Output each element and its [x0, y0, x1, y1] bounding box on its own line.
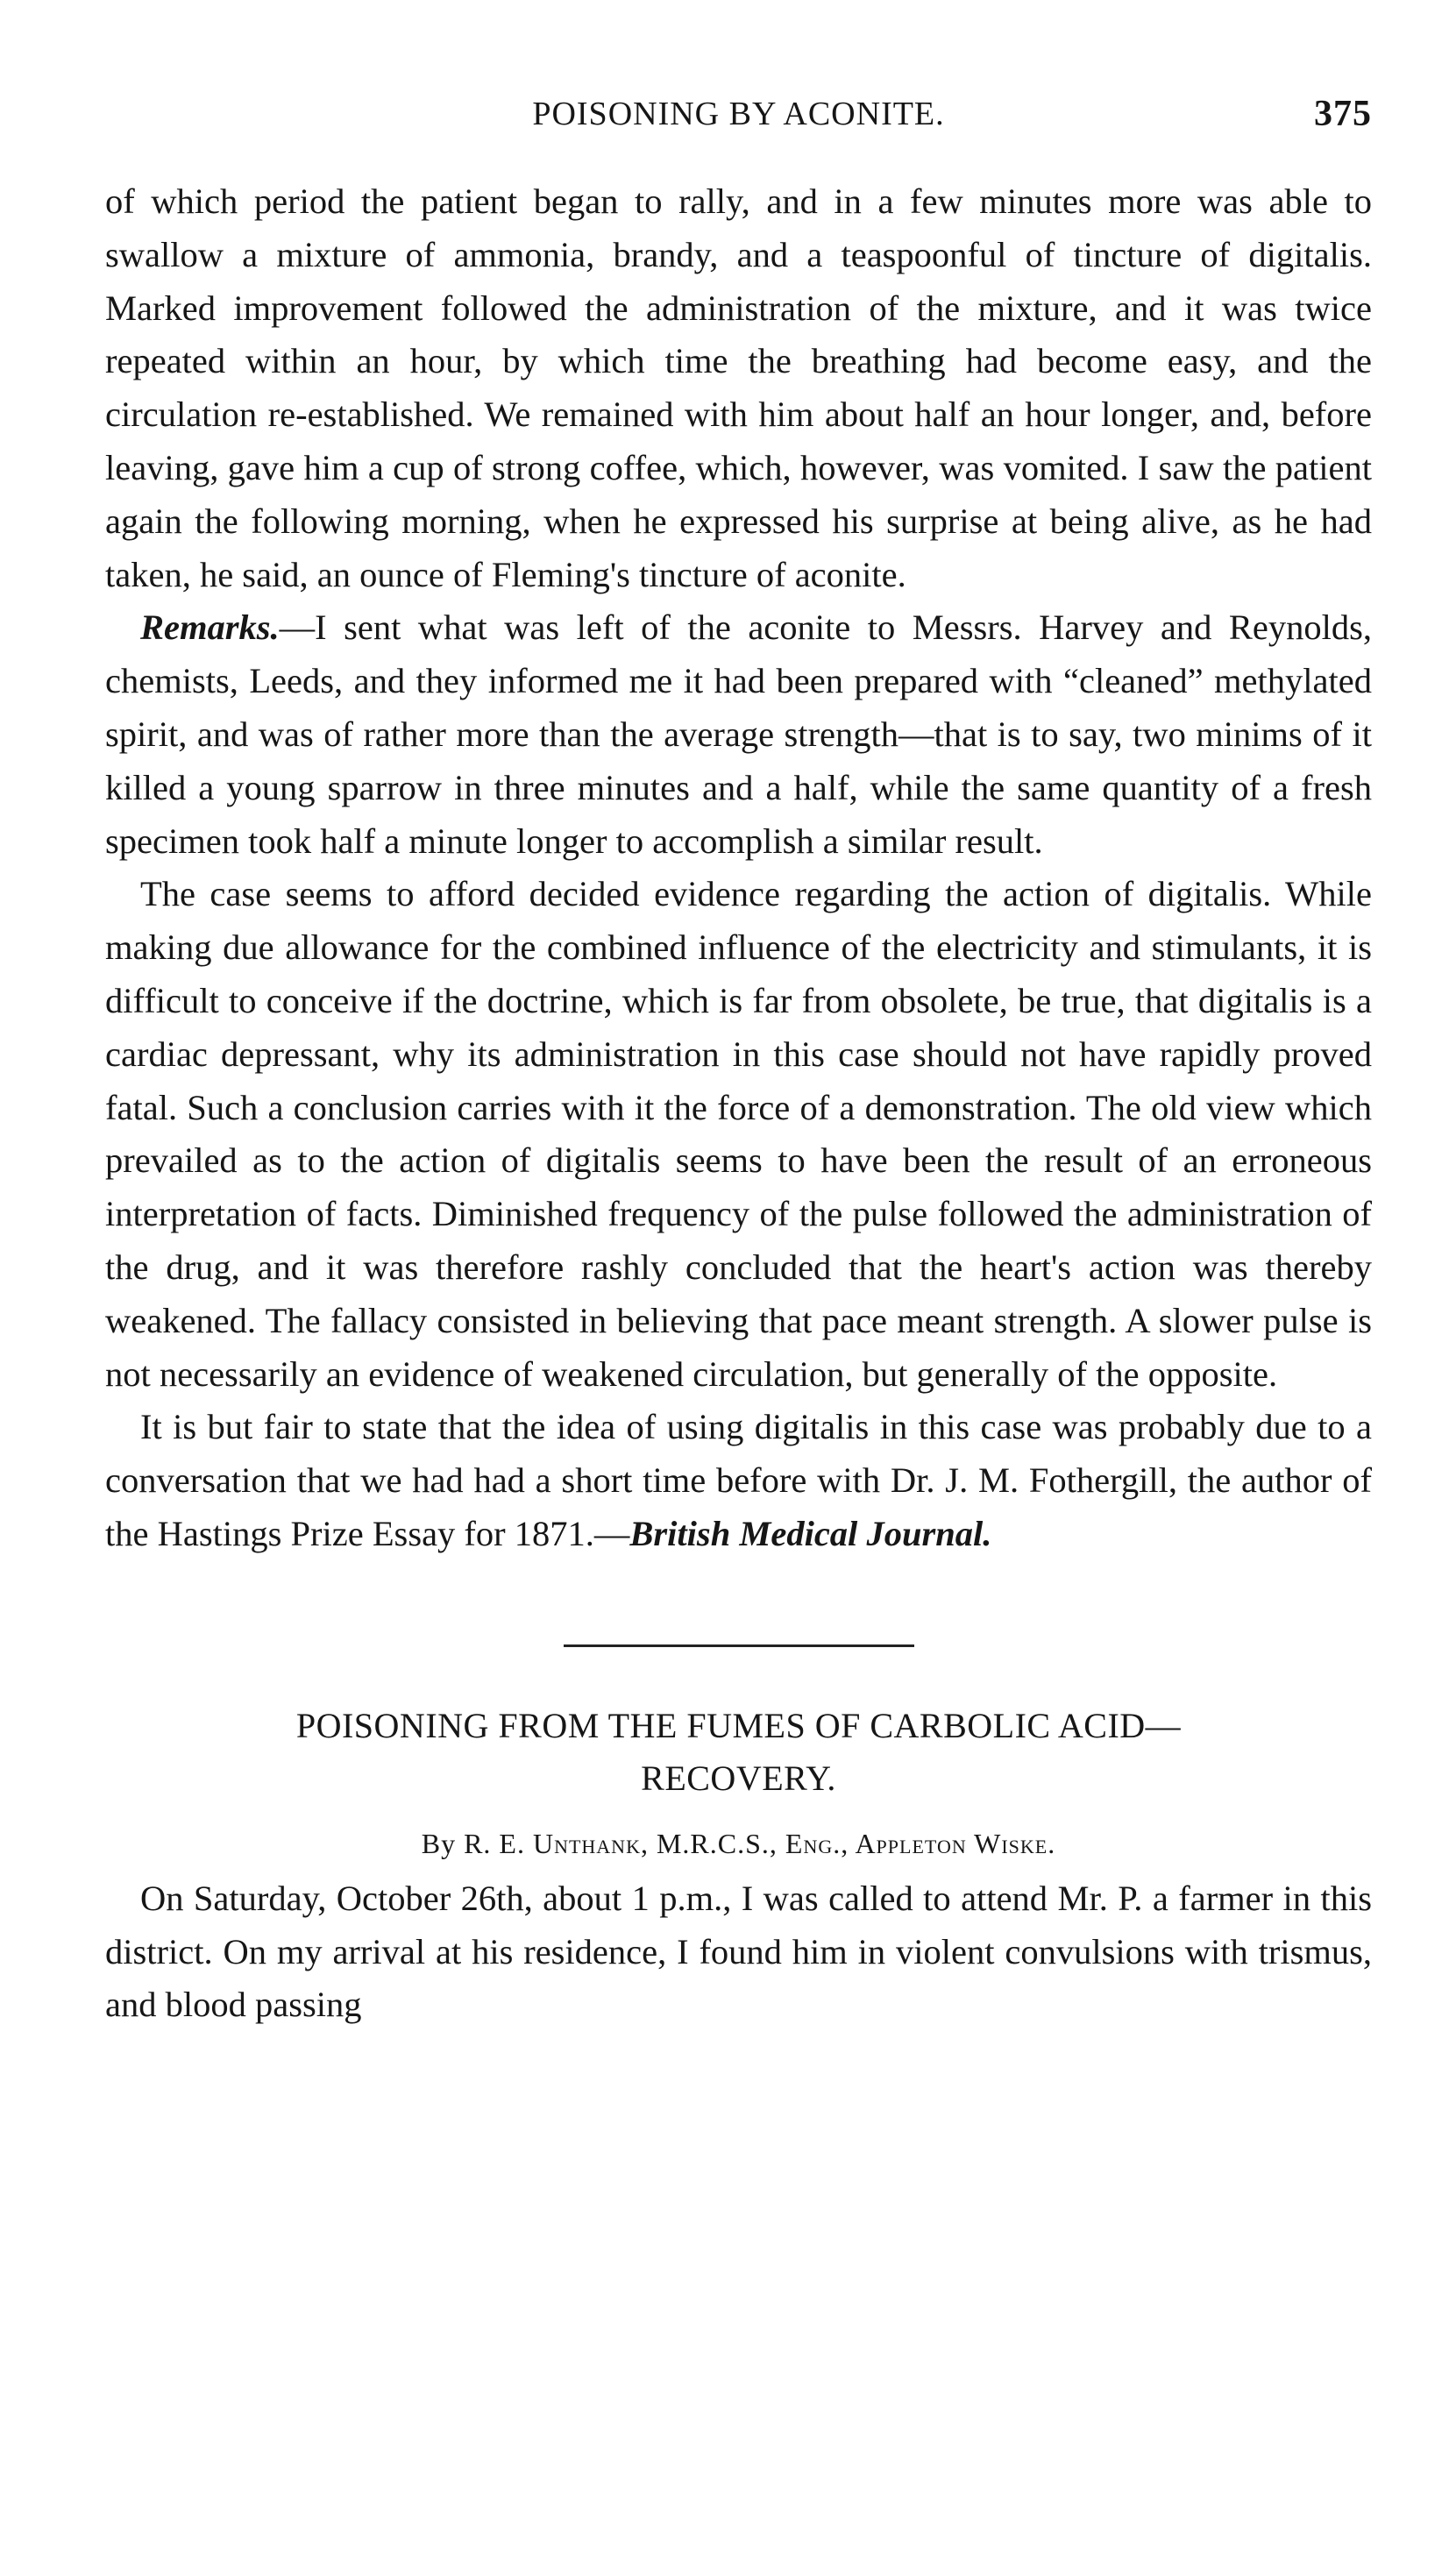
running-header — [105, 88, 1372, 140]
book-page — [105, 88, 1372, 2032]
conclusion-text: It is but fair to state that the idea of using digitalis in this case was probably due to a conversation that we had had a short time before with Dr. J. M. Fothergill, the author of the Hastings Prize Essay for 1871.— — [105, 1407, 1372, 1553]
page-number: 375 — [1314, 94, 1372, 134]
paragraph-carbolic-opening: On Saturday, October 26th, about 1 p.m., I was called to attend Mr. P. a farmer in this district. On my arrival at his residence, I found him in violent convulsions with trismus, and blood passing — [105, 1878, 1372, 2025]
article-title-line-1: POISONING FROM THE FUMES OF CARBOLIC ACID— — [295, 1705, 1182, 1745]
byline-prefix: By — [421, 1827, 457, 1859]
paragraph-digitalis: The case seems to afford decided evidence regarding the action of digitalis. While making due allowance for the combined influence of the electricity and stimulants, it is difficult to conceive if the doctrine, which is far from obsolete, be true, that digitalis is a cardiac depressant, why its administration in this case should not have rapidly proved fatal. Such a conclusion carries with it the force of a demonstration. The old view which prevailed as to the action of digitalis seems to have been the result of an erroneous interpretation of facts. Diminished frequency of the pulse followed the administration of the drug, and it was therefore rashly concluded that the heart's action was thereby weakened. The fallacy consisted in believing that pace meant strength. A slower pulse is not necessarily an evidence of weakened circulation, but generally of the opposite. — [105, 874, 1372, 1394]
article-carbolic — [105, 1872, 1372, 2032]
running-title: POISONING BY ACONITE. — [532, 96, 945, 132]
paragraph-conclusion — [105, 1401, 1372, 1560]
article-title-line-2: RECOVERY. — [641, 1758, 836, 1798]
byline — [105, 1828, 1372, 1860]
paragraph-continuation: of which period the patient began to rally, and in a few minutes more was able to swallow a mixture of ammonia, brandy, and a teaspoonful of tincture of digitalis. Marked improvement followed the administration of the mixture, and it was twice repeated within an hour, by which time the breathing had become easy, and the circulation re-established. We remained with him about half an hour longer, and, before leaving, gave him a cup of strong coffee, which, however, was vomited. I saw the patient again the following morning, when he expressed his surprise at being alive, as he had taken, he said, an ounce of Fleming's tincture of aconite. — [105, 181, 1372, 594]
article-aconite — [105, 175, 1372, 1561]
remarks-text: —I sent what was left of the aconite to Messrs. Harvey and Reynolds, chemists, Leeds, and they informed me it had been prepared with “cleaned” methylated spirit, and was of rather more than the average strength—that is to say, two minims of it killed a young sparrow in three minutes and a half, while the same quantity of a fresh specimen took half a minute longer to accomplish a similar result. — [105, 607, 1372, 861]
remarks-label: Remarks. — [140, 607, 280, 648]
article-title — [105, 1700, 1372, 1805]
paragraph-remarks — [105, 601, 1372, 868]
section-divider — [564, 1644, 914, 1647]
byline-author: R. E. Unthank, M.R.C.S., Eng., Appleton Wiske. — [464, 1827, 1056, 1859]
source-citation: British Medical Journal. — [629, 1513, 992, 1553]
